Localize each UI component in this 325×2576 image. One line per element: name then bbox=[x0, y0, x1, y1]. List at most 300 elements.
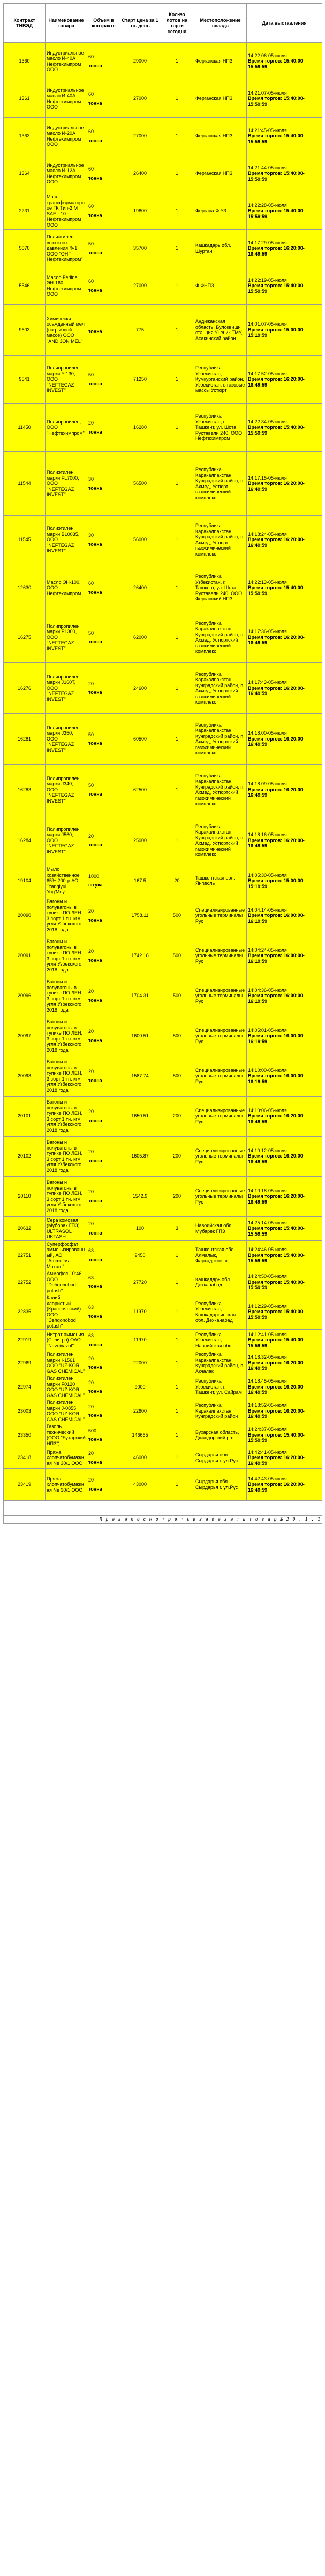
table-row bbox=[4, 356, 322, 404]
product-name-cell: Индустриальное масло И-20А Нефтехимпром ООО bbox=[46, 118, 87, 155]
unit-label: тонна bbox=[88, 1413, 102, 1418]
price-cell: 56500 bbox=[120, 452, 160, 516]
location-cell: Специализированные угольные терминалы Рус bbox=[194, 1096, 247, 1136]
location-cell: Кашкадарь обл. Дехканабад bbox=[194, 1270, 247, 1294]
listing-date: 14:04:36-05-июля bbox=[248, 987, 287, 993]
table-row bbox=[4, 1096, 322, 1136]
volume-value: 20 bbox=[88, 1069, 94, 1074]
volume-cell bbox=[87, 155, 120, 192]
lots-cell: 1 bbox=[160, 663, 194, 714]
volume-value: 20 bbox=[88, 1355, 94, 1361]
listing-date: 14:18:52-05-июля bbox=[248, 1402, 287, 1408]
volume-cell bbox=[87, 230, 120, 267]
table-row bbox=[4, 1330, 322, 1351]
product-name-cell: Полиэтилен марки J-0855 ООО "UZ-KOR GAS CHEMICAL" bbox=[46, 1399, 87, 1423]
unit-label: тонна bbox=[88, 957, 102, 963]
unit-label: тонна bbox=[88, 1077, 102, 1083]
trading-window: Время торгов: 16:20:00-16:49:59 bbox=[248, 837, 305, 849]
product-name-cell: Пряжа хлопчатобумажная Ne 30/1 ООО bbox=[46, 1469, 87, 1501]
listing-time-cell bbox=[247, 1016, 322, 1056]
contract-cell: 1360 bbox=[4, 43, 46, 80]
table-row bbox=[4, 1240, 322, 1270]
product-name-cell: Масло трансформаторное ГК Тип-2 М SAE - 10 - Нефтехимпром ООО bbox=[46, 192, 87, 230]
listing-time-cell bbox=[247, 1096, 322, 1136]
table-row bbox=[4, 936, 322, 976]
location-cell: Ф ФНПЗ bbox=[194, 267, 247, 305]
table-row bbox=[4, 1136, 322, 1176]
contract-cell: 23418 bbox=[4, 1447, 46, 1469]
lots-cell: 1 bbox=[160, 192, 194, 230]
volume-cell bbox=[87, 1096, 120, 1136]
volume-cell bbox=[87, 1136, 120, 1176]
product-name-cell: Полиэтилен марки F0120 ООО "UZ-KOR GAS CHEMICAL" bbox=[46, 1375, 87, 1399]
price-cell: 26400 bbox=[120, 155, 160, 192]
unit-label: тонна bbox=[88, 741, 102, 746]
volume-cell bbox=[87, 815, 120, 866]
location-cell: Республика Каракалпакстан, Кунградский район, п. Акчалак bbox=[194, 1351, 247, 1375]
volume-value: 20 bbox=[88, 1451, 94, 1456]
location-cell: Навоийская обл. Мубарек ГПЗ bbox=[194, 1216, 247, 1240]
trading-window: Время торгов: 16:20:00-16:49:59 bbox=[248, 685, 305, 697]
listing-time-cell bbox=[247, 1056, 322, 1096]
contract-cell: 20096 bbox=[4, 976, 46, 1016]
contract-cell: 20101 bbox=[4, 1096, 46, 1136]
volume-value: 30 bbox=[88, 533, 94, 538]
trading-window: Время торгов: 15:40:00-15:59:59 bbox=[248, 585, 305, 596]
location-cell: Специализированные угольные терминалы Рус bbox=[194, 1016, 247, 1056]
product-name-cell: Химически осажденный мел (на рыбной массе) ООО "ANDIJON MEL" bbox=[46, 305, 87, 356]
header-place: Местоположение склада bbox=[194, 4, 247, 43]
footer-row bbox=[4, 1516, 322, 1524]
table-row bbox=[4, 230, 322, 267]
unit-label: тонна bbox=[88, 1198, 102, 1204]
product-name-cell: Масло Ferline ЭН-160 Нефтехимпром ООО bbox=[46, 267, 87, 305]
volume-cell bbox=[87, 866, 120, 896]
listing-date: 14:17:29-05-июля bbox=[248, 240, 287, 245]
contract-cell: 1363 bbox=[4, 118, 46, 155]
product-name-cell: Вагоны и полувагоны в тупике ПО ЛЕН. 3 сорт 1 тн. кгм угля Узбекского 2018 года bbox=[46, 976, 87, 1016]
price-cell: 1758.11 bbox=[120, 896, 160, 936]
location-cell: Ферганская НПЗ bbox=[194, 80, 247, 118]
volume-cell bbox=[87, 564, 120, 612]
contract-cell: 23350 bbox=[4, 1423, 46, 1447]
listing-date: 14:10:00-05-июля bbox=[248, 1067, 287, 1073]
contract-cell: 9603 bbox=[4, 305, 46, 356]
location-cell: Республика Узбекистан, г. Ташкент, ул. Шота Руставели 240, ООО Нефтехимпром bbox=[194, 404, 247, 452]
table-row bbox=[4, 815, 322, 866]
trading-window: Время торгов: 16:20:00-16:49:59 bbox=[248, 1113, 305, 1124]
volume-value: 20 bbox=[88, 1109, 94, 1114]
volume-value: 60 bbox=[88, 54, 94, 59]
volume-cell bbox=[87, 192, 120, 230]
volume-cell bbox=[87, 612, 120, 663]
price-cell: 1605.87 bbox=[120, 1136, 160, 1176]
trading-window: Время торгов: 16:20:00-16:49:59 bbox=[248, 634, 305, 646]
product-name-cell: Нитрат аммония (Селитра) ОАО "Navoiyazot" bbox=[46, 1330, 87, 1351]
unit-label: тонна bbox=[88, 639, 102, 644]
unit-label: тонна bbox=[88, 997, 102, 1003]
trade-table bbox=[3, 3, 322, 1524]
listing-time-cell bbox=[247, 765, 322, 815]
price-cell: 775 bbox=[120, 305, 160, 356]
product-name-cell: Индустриальное масло И-12А Нефтехимпром ООО bbox=[46, 155, 87, 192]
listing-date: 14:12:29-05-июля bbox=[248, 1303, 287, 1309]
location-cell: Республика Каракалпакстан, Кунградский район, п. Ахмед, Устюртский газохимический комплекс bbox=[194, 765, 247, 815]
volume-value: 60 bbox=[88, 204, 94, 209]
table-row bbox=[4, 612, 322, 663]
product-name-cell: Вагоны и полувагоны в тупике ПО ЛЕН. 3 сорт 1 тн. кгм угля Узбекского 2018 года bbox=[46, 1056, 87, 1096]
price-cell: 29000 bbox=[120, 43, 160, 80]
lots-cell: 20 bbox=[160, 866, 194, 896]
trading-window: Время торгов: 16:20:00-16:49:59 bbox=[248, 1482, 305, 1493]
product-name-cell: Полипропилен, ООО "Нефтехимпром" bbox=[46, 404, 87, 452]
lots-cell: 1 bbox=[160, 118, 194, 155]
unit-label: тонна bbox=[88, 1256, 102, 1262]
unit-label: тонна bbox=[88, 1313, 102, 1319]
volume-cell bbox=[87, 1375, 120, 1399]
unit-label: тонна bbox=[88, 1459, 102, 1465]
trading-window: Время торгов: 16:20:00-16:49:59 bbox=[248, 1455, 305, 1466]
volume-value: 20 bbox=[88, 1221, 94, 1227]
trading-window: Время торгов: 16:20:00-16:49:59 bbox=[248, 1408, 305, 1420]
location-cell: Республика Узбекистан, Кумкурганский район, Узбекистан, в газовые массы Устюрт bbox=[194, 356, 247, 404]
listing-time-cell bbox=[247, 1240, 322, 1270]
listing-time-cell bbox=[247, 976, 322, 1016]
volume-value: 20 bbox=[88, 1029, 94, 1034]
listing-date: 14:42:41-05-июля bbox=[248, 1449, 287, 1455]
unit-label: тонна bbox=[88, 250, 102, 256]
price-cell: 27000 bbox=[120, 80, 160, 118]
contract-cell: 22835 bbox=[4, 1294, 46, 1330]
table-row bbox=[4, 663, 322, 714]
contract-cell: 5070 bbox=[4, 230, 46, 267]
location-cell: Республика Узбекистан, г. Ташкент, ул. Сайрам bbox=[194, 1375, 247, 1399]
listing-date: 14:21:45-05-июля bbox=[248, 127, 287, 133]
volume-value: 63 bbox=[88, 1275, 94, 1281]
unit-label: тонна bbox=[88, 541, 102, 547]
lots-cell: 1 bbox=[160, 452, 194, 516]
product-name-cell: Вагоны и полувагоны в тупике ПО ЛЕН. 3 сорт 1 тн. кгм угля Узбекского 2018 года bbox=[46, 1096, 87, 1136]
contract-cell: 20632 bbox=[4, 1216, 46, 1240]
table-row bbox=[4, 866, 322, 896]
listing-time-cell bbox=[247, 118, 322, 155]
product-name-cell: Полипропилен марки PL300, ООО "NEFTEGAZ INVEST" bbox=[46, 612, 87, 663]
product-name-cell: Полипропилен марки Y-130, ООО "NEFTEGAZ INVEST" bbox=[46, 356, 87, 404]
table-row bbox=[4, 714, 322, 765]
volume-cell bbox=[87, 896, 120, 936]
location-cell: Фергана Ф УЗ bbox=[194, 192, 247, 230]
table-row bbox=[4, 155, 322, 192]
table-body bbox=[4, 43, 322, 1501]
lots-cell: 1 bbox=[160, 564, 194, 612]
location-cell: Андижанская область, Булоквиши станция Ученик ТМУ, Асакинский район bbox=[194, 305, 247, 356]
lots-cell: 500 bbox=[160, 1056, 194, 1096]
table-row bbox=[4, 305, 322, 356]
contract-cell: 22974 bbox=[4, 1375, 46, 1399]
trading-window: Время торгов: 15:40:00-15:59:59 bbox=[248, 58, 305, 70]
listing-date: 14:17:43-05-июля bbox=[248, 680, 287, 685]
volume-cell bbox=[87, 1176, 120, 1216]
location-cell: Сырдарья обл. Сырдарья г. ул.Рус bbox=[194, 1469, 247, 1501]
volume-cell bbox=[87, 1056, 120, 1096]
listing-time-cell bbox=[247, 1423, 322, 1447]
trading-window: Время торгов: 16:20:00-16:49:59 bbox=[248, 376, 305, 388]
price-cell: 43000 bbox=[120, 1469, 160, 1501]
unit-label: тонна bbox=[88, 842, 102, 847]
listing-time-cell bbox=[247, 1399, 322, 1423]
price-cell: 56000 bbox=[120, 516, 160, 564]
volume-value: 20 bbox=[88, 1189, 94, 1194]
unit-label: тонна bbox=[88, 1158, 102, 1163]
location-cell: Специализированные угольные терминалы Рус bbox=[194, 936, 247, 976]
unit-label: тонна bbox=[88, 1389, 102, 1394]
unit-label: тонна bbox=[88, 328, 102, 334]
contract-cell: 22969 bbox=[4, 1351, 46, 1375]
header-row bbox=[4, 4, 322, 43]
lots-cell: 1 bbox=[160, 80, 194, 118]
header-name: Наименование товара bbox=[46, 4, 87, 43]
lots-cell: 500 bbox=[160, 936, 194, 976]
volume-value: 60 bbox=[88, 129, 94, 134]
header-contract: Контракт ТНВЭД bbox=[4, 4, 46, 43]
table-row bbox=[4, 43, 322, 80]
trading-window: Время торгов: 16:20:00-16:49:59 bbox=[248, 786, 305, 798]
listing-date: 14:05:01-05-июля bbox=[248, 1027, 287, 1033]
volume-value: 20 bbox=[88, 989, 94, 994]
trading-window: Время торгов: 15:00:00-15:19:59 bbox=[248, 327, 305, 338]
contract-cell: 19104 bbox=[4, 866, 46, 896]
volume-value: 63 bbox=[88, 1333, 94, 1338]
listing-time-cell bbox=[247, 1375, 322, 1399]
product-name-cell: Вагоны и полувагоны в тупике ПО ЛЕН. 3 сорт 1 тн. кгм угля Узбекского 2018 года bbox=[46, 1136, 87, 1176]
price-cell: 27720 bbox=[120, 1270, 160, 1294]
contract-cell: 20091 bbox=[4, 936, 46, 976]
lots-cell: 1 bbox=[160, 1375, 194, 1399]
volume-value: 20 bbox=[88, 833, 94, 839]
lots-cell: 500 bbox=[160, 976, 194, 1016]
lots-cell: 1 bbox=[160, 305, 194, 356]
header-volume: Объем в контракте bbox=[87, 4, 120, 43]
volume-cell bbox=[87, 1423, 120, 1447]
trading-window: Время торгов: 16:20:00-16:49:59 bbox=[248, 537, 305, 548]
volume-value: 20 bbox=[88, 681, 94, 687]
trading-window: Время торгов: 16:20:00-16:49:59 bbox=[248, 1153, 305, 1164]
table-row bbox=[4, 267, 322, 305]
product-name-cell: Полиэтилен высокого давления Ф-1 ООО "ОНГ Нефтехимпром" bbox=[46, 230, 87, 267]
price-cell: 167.5 bbox=[120, 866, 160, 896]
table-row bbox=[4, 1423, 322, 1447]
listing-time-cell bbox=[247, 1136, 322, 1176]
empty-row bbox=[4, 1508, 322, 1516]
volume-cell bbox=[87, 1351, 120, 1375]
trading-window: Время торгов: 16:20:00-16:49:59 bbox=[248, 1193, 305, 1205]
contract-cell: 16276 bbox=[4, 663, 46, 714]
product-name-cell: Аммофос 10:46 ООО "Dehqonobod potash" bbox=[46, 1270, 87, 1294]
lots-cell: 500 bbox=[160, 1016, 194, 1056]
header-lots: Кол-во лотов на торги сегодня bbox=[160, 4, 194, 43]
price-cell: 9000 bbox=[120, 1375, 160, 1399]
contract-cell: 2231 bbox=[4, 192, 46, 230]
contract-cell: 11544 bbox=[4, 452, 46, 516]
lots-cell: 200 bbox=[160, 1136, 194, 1176]
trading-window: Время торгов: 15:40:00-15:59:59 bbox=[248, 1279, 305, 1291]
lots-cell: 1 bbox=[160, 815, 194, 866]
table-row bbox=[4, 765, 322, 815]
location-cell: Республика Каракалпакстан, Кунградский район, п. Ахмед, Устюртский газохимический комплекс bbox=[194, 714, 247, 765]
product-name-cell: Индустриальное масло И-40А Нефтехимпром ООО bbox=[46, 43, 87, 80]
unit-label: тонна bbox=[88, 485, 102, 491]
location-cell: Республика Каракалпакстан, Кунградский район, п. Ахмед, Устюртский газохимический комплекс bbox=[194, 612, 247, 663]
volume-value: 60 bbox=[88, 91, 94, 97]
trading-window: Время торгов: 16:20:00-16:49:59 bbox=[248, 245, 305, 257]
listing-date: 14:24:50-05-июля bbox=[248, 1274, 287, 1279]
listing-time-cell bbox=[247, 1176, 322, 1216]
volume-value: 500 bbox=[88, 1428, 97, 1433]
lots-cell: 1 bbox=[160, 1351, 194, 1375]
listing-date: 14:01:07-05-июля bbox=[248, 321, 287, 327]
location-cell: Ташкентская обл. Янгиюль bbox=[194, 866, 247, 896]
unit-label: тонна bbox=[88, 137, 102, 143]
listing-date: 14:04:24-05-июля bbox=[248, 947, 287, 953]
unit-label: тонна bbox=[88, 1364, 102, 1370]
trading-window: Время торгов: 16:00:00-16:19:59 bbox=[248, 913, 305, 924]
volume-cell bbox=[87, 1294, 120, 1330]
listing-time-cell bbox=[247, 305, 322, 356]
location-cell: Специализированные угольные терминалы Рус bbox=[194, 1176, 247, 1216]
contract-cell: 20090 bbox=[4, 896, 46, 936]
location-cell: Республика Узбекистан, г. Ташкент, ул. Шота Руставели 240, ООО Ферганский НПЗ bbox=[194, 564, 247, 612]
lots-cell: 1 bbox=[160, 1294, 194, 1330]
volume-cell bbox=[87, 452, 120, 516]
contract-cell: 5546 bbox=[4, 267, 46, 305]
table-row bbox=[4, 80, 322, 118]
volume-cell bbox=[87, 1240, 120, 1270]
listing-time-cell bbox=[247, 1351, 322, 1375]
listing-date: 14:22:13-05-июля bbox=[248, 579, 287, 585]
table-row bbox=[4, 1056, 322, 1096]
lots-cell: 200 bbox=[160, 1096, 194, 1136]
price-cell: 19600 bbox=[120, 192, 160, 230]
location-cell: Ташкентская обл. Алмалык, Фархадское ш. bbox=[194, 1240, 247, 1270]
volume-cell bbox=[87, 356, 120, 404]
listing-time-cell bbox=[247, 663, 322, 714]
volume-cell bbox=[87, 765, 120, 815]
listing-date: 14:18:00-05-июля bbox=[248, 730, 287, 736]
price-cell: 71250 bbox=[120, 356, 160, 404]
table-row bbox=[4, 1399, 322, 1423]
listing-date: 14:24:46-05-июля bbox=[248, 1247, 287, 1252]
product-name-cell: Вагоны и полувагоны в тупике ПО ЛЕН. 3 сорт 1 тн. кгм угля Узбекского 2018 года bbox=[46, 936, 87, 976]
unit-label: тонна bbox=[88, 100, 102, 106]
price-cell: 24600 bbox=[120, 663, 160, 714]
listing-time-cell bbox=[247, 936, 322, 976]
volume-value: 50 bbox=[88, 372, 94, 377]
contract-cell: 1361 bbox=[4, 80, 46, 118]
lots-cell: 1 bbox=[160, 230, 194, 267]
price-cell: 26400 bbox=[120, 564, 160, 612]
price-cell: 16280 bbox=[120, 404, 160, 452]
volume-value: 20 bbox=[88, 1149, 94, 1154]
listing-date: 14:22:28-05-июля bbox=[248, 202, 287, 208]
lots-cell: 1 bbox=[160, 155, 194, 192]
lots-cell: 1 bbox=[160, 267, 194, 305]
table-row bbox=[4, 118, 322, 155]
unit-label: тонна bbox=[88, 1284, 102, 1289]
price-cell: 22600 bbox=[120, 1399, 160, 1423]
volume-cell bbox=[87, 1330, 120, 1351]
volume-cell bbox=[87, 80, 120, 118]
listing-date: 14:17:15-05-июля bbox=[248, 475, 287, 481]
trading-window: Время торгов: 15:40:00-15:59:59 bbox=[248, 283, 305, 294]
listing-date: 14:21:07-05-июля bbox=[248, 90, 287, 96]
product-name-cell: Вагоны и полувагоны в тупике ПО ЛЕН. 3 сорт 1 тн. кгм угля Узбекского 2018 года bbox=[46, 1016, 87, 1056]
trading-window: Время торгов: 16:20:00-16:49:59 bbox=[248, 736, 305, 747]
contract-cell: 12630 bbox=[4, 564, 46, 612]
lots-cell: 500 bbox=[160, 896, 194, 936]
contract-cell: 16281 bbox=[4, 714, 46, 765]
trading-window: Время торгов: 15:40:00-15:59:59 bbox=[248, 208, 305, 219]
listing-time-cell bbox=[247, 192, 322, 230]
unit-label: тонна bbox=[88, 690, 102, 695]
listing-date: 14:10:12-05-июля bbox=[248, 1147, 287, 1153]
location-cell: Ферганская НПЗ bbox=[194, 118, 247, 155]
listing-time-cell bbox=[247, 866, 322, 896]
trading-window: Время торгов: 15:40:00-15:59:59 bbox=[248, 425, 305, 436]
volume-value: 20 bbox=[88, 1379, 94, 1385]
price-cell: 100 bbox=[120, 1216, 160, 1240]
listing-time-cell bbox=[247, 43, 322, 80]
volume-cell bbox=[87, 1270, 120, 1294]
contract-cell: 20098 bbox=[4, 1056, 46, 1096]
contract-cell: 22752 bbox=[4, 1270, 46, 1294]
lots-cell: 1 bbox=[160, 1447, 194, 1469]
volume-value: 20 bbox=[88, 908, 94, 914]
trading-window: Время торгов: 15:40:00-15:59:59 bbox=[248, 96, 305, 107]
listing-time-cell bbox=[247, 267, 322, 305]
unit-label: тонна bbox=[88, 1037, 102, 1043]
volume-value: 60 bbox=[88, 581, 94, 586]
trading-window: Время торгов: 16:00:00-16:19:59 bbox=[248, 953, 305, 964]
location-cell: Республика Каракалпакстан, Кунградский район, п. Ахмед, Устюртский газохимический комплекс bbox=[194, 815, 247, 866]
listing-date: 14:24:37-05-июля bbox=[248, 1426, 287, 1432]
volume-cell bbox=[87, 1216, 120, 1240]
location-cell: Кашкадарь обл. Шуртан bbox=[194, 230, 247, 267]
lots-cell: 1 bbox=[160, 1399, 194, 1423]
location-cell: Специализированные угольные терминалы Рус bbox=[194, 1136, 247, 1176]
lots-cell: 1 bbox=[160, 356, 194, 404]
table-row bbox=[4, 1176, 322, 1216]
listing-time-cell bbox=[247, 1270, 322, 1294]
listing-date: 14:17:36-05-июля bbox=[248, 629, 287, 635]
price-cell: 27000 bbox=[120, 118, 160, 155]
listing-time-cell bbox=[247, 1216, 322, 1240]
lots-cell: 1 bbox=[160, 1423, 194, 1447]
product-name-cell: Полипропилен марки J160T, ООО "NEFTEGAZ INVEST" bbox=[46, 663, 87, 714]
table-row bbox=[4, 1375, 322, 1399]
volume-value: 50 bbox=[88, 731, 94, 737]
unit-label: тонна bbox=[88, 791, 102, 797]
listing-time-cell bbox=[247, 80, 322, 118]
volume-cell bbox=[87, 267, 120, 305]
price-cell: 1704.31 bbox=[120, 976, 160, 1016]
trading-window: Время торгов: 16:20:00-16:49:59 bbox=[248, 1360, 305, 1371]
trading-window: Время торгов: 16:00:00-16:19:59 bbox=[248, 1073, 305, 1084]
lots-cell: 1 bbox=[160, 1469, 194, 1501]
trading-window: Время торгов: 15:40:00-15:59:59 bbox=[248, 171, 305, 182]
listing-date: 14:22:06-05-июля bbox=[248, 52, 287, 58]
contract-cell: 1364 bbox=[4, 155, 46, 192]
contract-cell: 9541 bbox=[4, 356, 46, 404]
